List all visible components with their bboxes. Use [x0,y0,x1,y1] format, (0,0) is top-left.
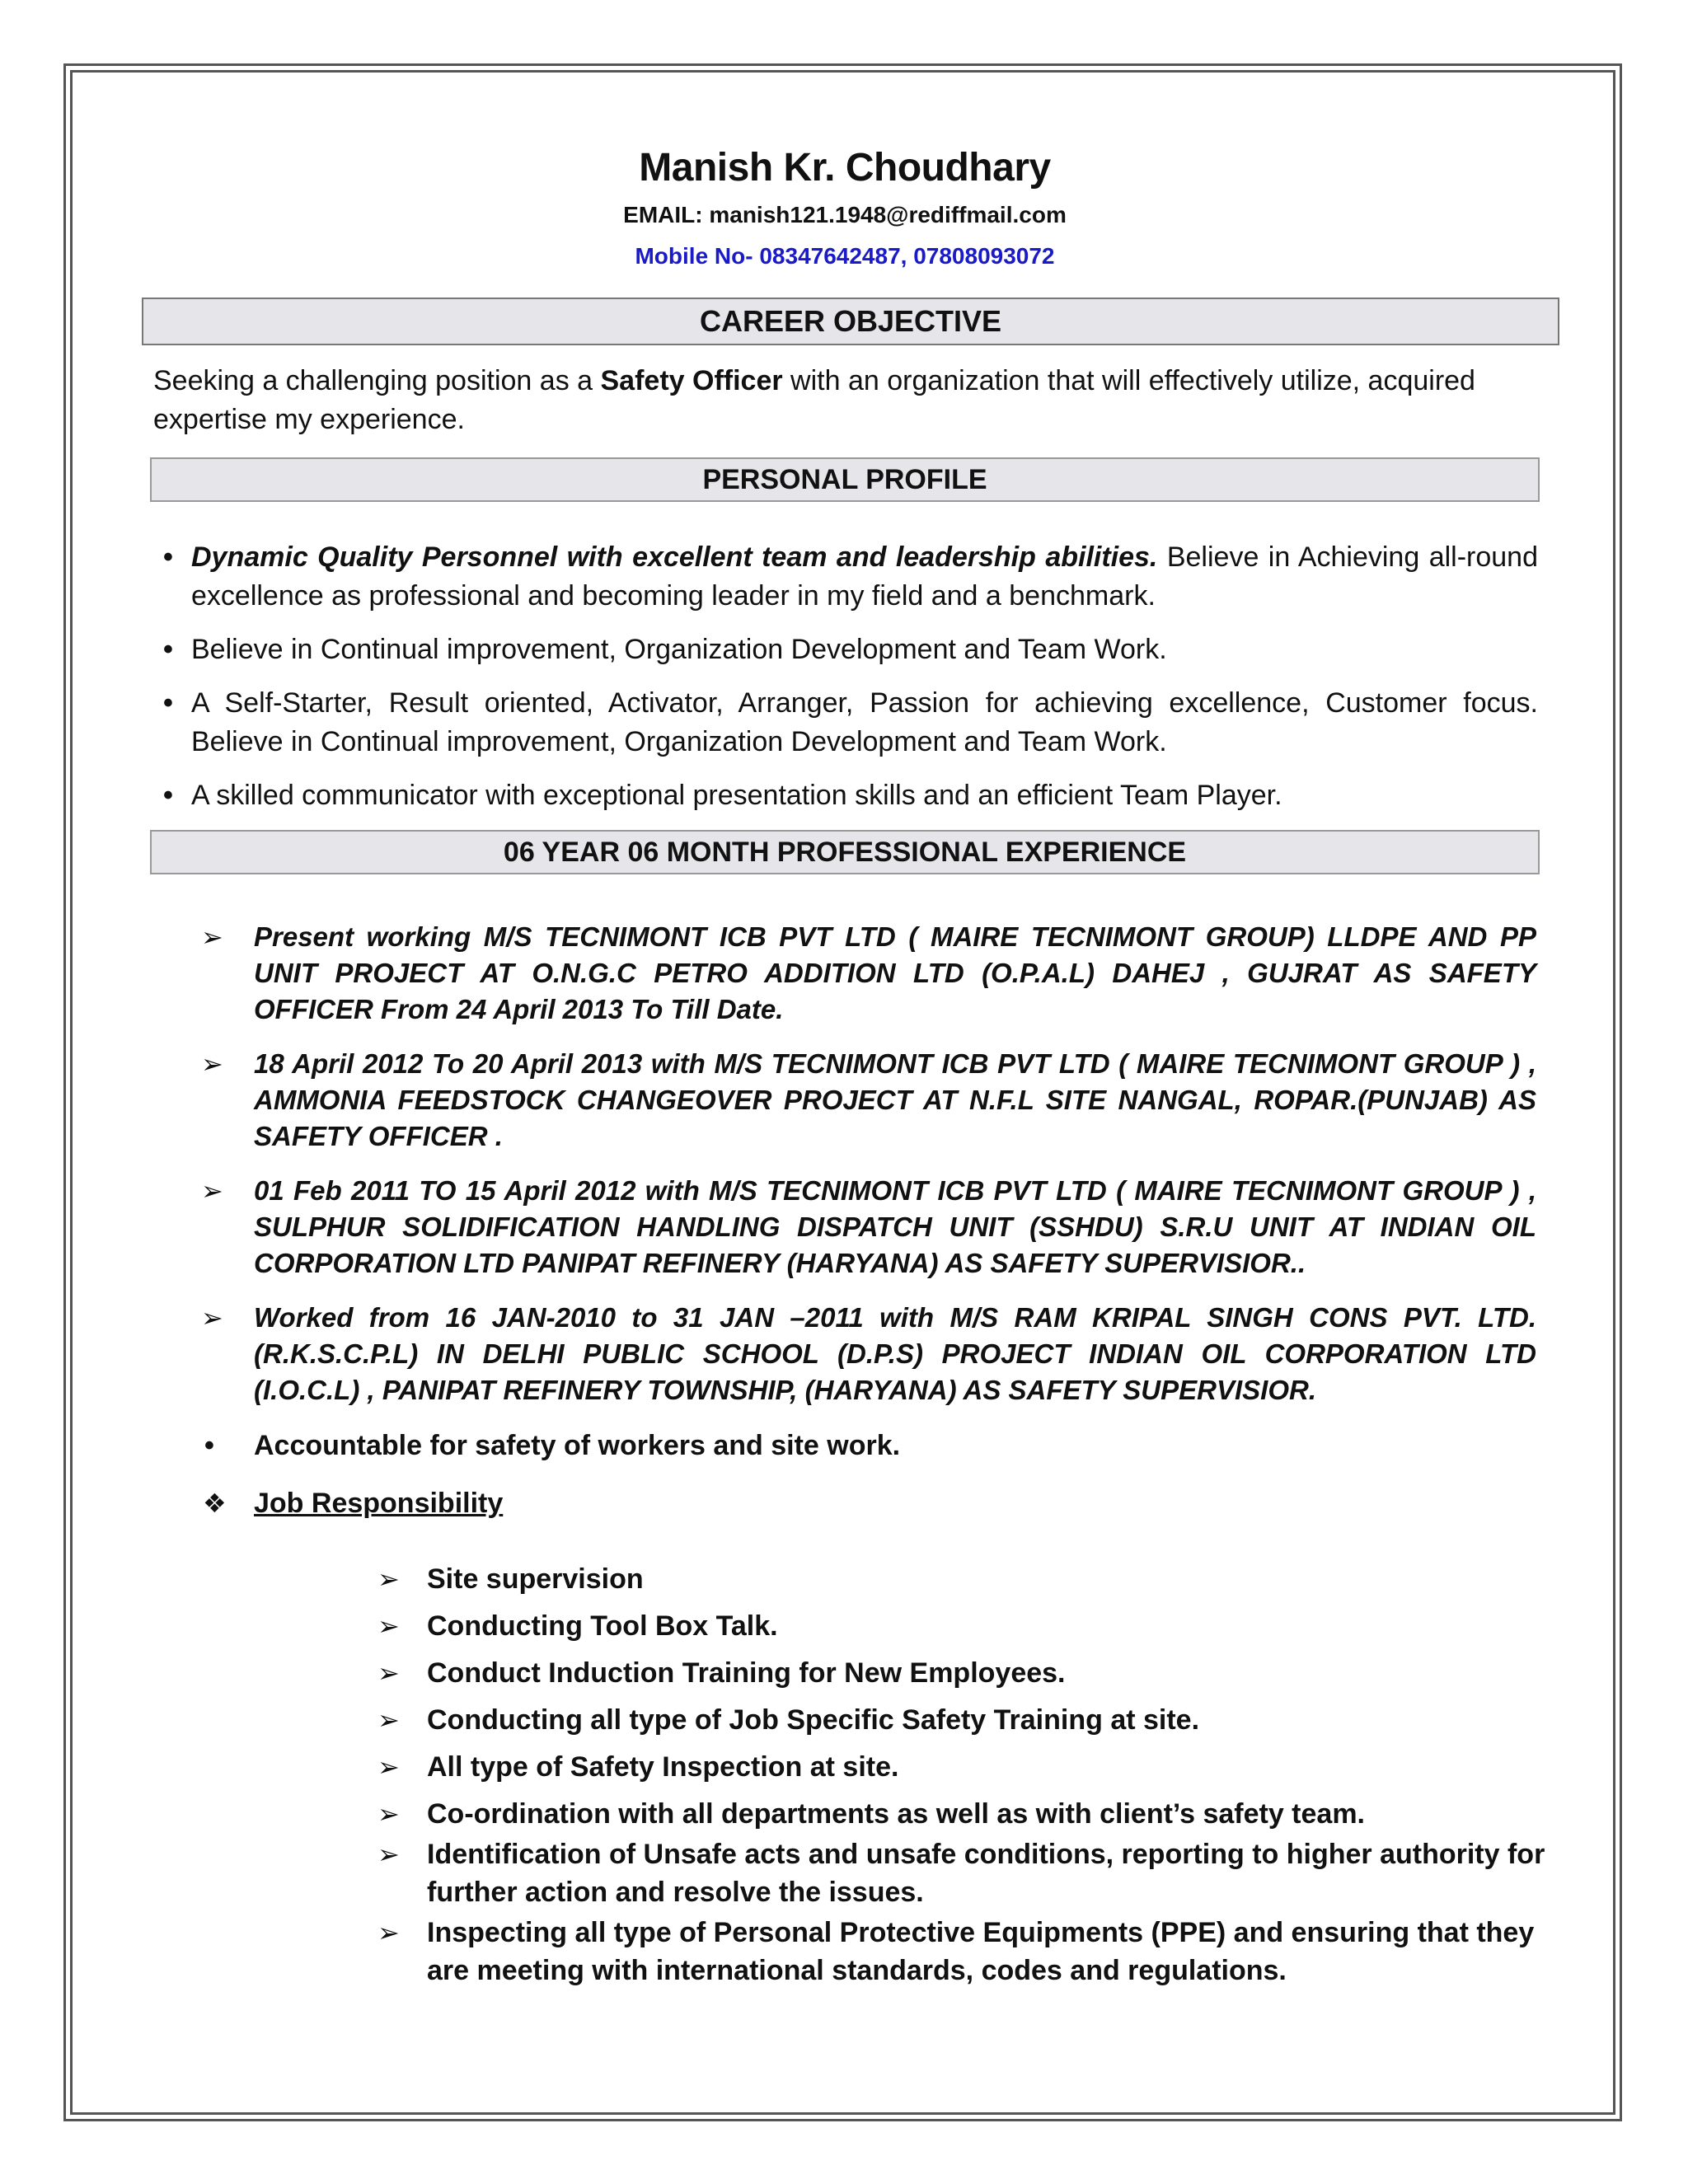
arrow-bullet-icon: ➢ [377,1705,400,1735]
list-item [140,538,1538,616]
list-item [140,1300,1536,1408]
bullet-icon: • [163,780,173,811]
accountable-text: Accountable for safety of workers and site work. [254,1430,901,1461]
objective-text-after: with an organization that will effectively utilize, acquired expertise my experience. [153,365,1475,435]
personal-profile-list [140,538,1550,815]
list-item [140,1173,1536,1282]
arrow-bullet-icon: ➢ [377,1564,400,1594]
objective-text-bold: Safety Officer [600,365,783,396]
profile-highlight: Dynamic Quality Personnel with excellent team and leadership abilities. [191,541,1158,573]
list-item [140,1795,1556,1833]
responsibility-text: Site supervision [427,1563,644,1595]
arrow-bullet-icon: ➢ [201,1049,223,1079]
list-item [140,1701,1556,1739]
arrow-bullet-icon: ➢ [201,1176,223,1206]
list-item [140,1046,1536,1155]
arrow-bullet-icon: ➢ [201,1303,223,1333]
diamond-bullet-icon: ❖ [203,1488,227,1518]
list-item [140,919,1536,1028]
bullet-icon: • [163,541,173,573]
personal-profile-heading: PERSONAL PROFILE [150,457,1540,502]
experience-text: Worked from 16 JAN-2010 to 31 JAN –2011 with M/S RAM KRIPAL SINGH CONS PVT. LTD. (R.K.S.C.P.L) IN DELHI PUBLIC SCHOOL (D.P.S) PROJECT INDIAN OIL CORPORATION LTD (I.O.C.L) , PANIPAT REFINERY TOWNSHIP, (HARYANA) AS SAFETY SUPERVISIOR. [254,1302,1536,1405]
profile-text: A skilled communicator with exceptional presentation skills and an efficient Team Player. [191,780,1282,811]
arrow-bullet-icon: ➢ [377,1658,400,1688]
responsibility-text: Inspecting all type of Personal Protective Equipments (PPE) and ensuring that they are meeting with international standards, codes and regulations. [427,1917,1535,1986]
mobile-line: Mobile No- 08347642487, 07808093072 [635,243,1055,269]
arrow-bullet-icon: ➢ [377,1840,400,1869]
arrow-bullet-icon: ➢ [377,1611,400,1641]
arrow-bullet-icon: ➢ [201,922,223,952]
profile-text: A Self-Starter, Result oriented, Activator, Arranger, Passion for achieving excellence, Customer focus. Believe in Continual improvement, Organization Development and Team Work. [191,687,1538,757]
career-objective-heading: CAREER OBJECTIVE [142,298,1559,345]
list-item [140,776,1538,815]
job-responsibility-title: Job Responsibility [254,1488,504,1519]
experience-list [140,919,1550,1408]
career-objective-text [153,362,1538,439]
experience-heading: 06 YEAR 06 MONTH PROFESSIONAL EXPERIENCE [150,830,1540,874]
list-item [140,1748,1556,1786]
arrow-bullet-icon: ➢ [377,1799,400,1829]
responsibility-text: Conducting all type of Job Specific Safety Training at site. [427,1704,1200,1736]
bullet-icon: • [163,634,173,665]
responsibility-list [140,1560,1550,1990]
accountable-line [140,1427,1550,1465]
job-responsibility-heading [140,1484,1550,1522]
experience-text: Present working M/S TECNIMONT ICB PVT LTD ( MAIRE TECNIMONT GROUP) LLDPE AND PP UNIT PROJECT AT O.N.G.C PETRO ADDITION LTD (O.P.A.L) DAHEJ , GUJRAT AS SAFETY OFFICER From 24 April 2013 To Till Date. [254,921,1536,1024]
list-item [140,630,1538,669]
objective-text-before: Seeking a challenging position as a [153,365,601,396]
list-item [140,1560,1556,1598]
email-line: EMAIL: manish121.1948@rediffmail.com [623,202,1067,227]
list-item [140,1835,1556,1911]
arrow-bullet-icon: ➢ [377,1918,400,1947]
arrow-bullet-icon: ➢ [377,1752,400,1782]
list-item [140,1654,1556,1692]
responsibility-text: Identification of Unsafe acts and unsafe conditions, reporting to higher authority for further action and resolve the issues. [427,1839,1545,1908]
list-item [140,684,1538,762]
experience-text: 01 Feb 2011 TO 15 April 2012 with M/S TECNIMONT ICB PVT LTD ( MAIRE TECNIMONT GROUP ) , SULPHUR SOLIDIFICATION HANDLING DISPATCH UNIT (SSHDU) S.R.U UNIT AT INDIAN OIL CORPORATION LTD PANIPAT REFINERY (HARYANA) AS SAFETY SUPERVISIOR.. [254,1175,1536,1278]
responsibility-text: Co-ordination with all departments as well as with client’s safety team. [427,1798,1366,1830]
list-item [140,1607,1556,1645]
responsibility-text: All type of Safety Inspection at site. [427,1751,899,1783]
bullet-icon: • [204,1430,214,1461]
experience-text: 18 April 2012 To 20 April 2013 with M/S TECNIMONT ICB PVT LTD ( MAIRE TECNIMONT GROUP ) , AMMONIA FEEDSTOCK CHANGEOVER PROJECT AT N.F.L SITE NANGAL, ROPAR.(PUNJAB) AS SAFETY OFFICER . [254,1048,1536,1151]
responsibility-text: Conduct Induction Training for New Employees. [427,1657,1066,1689]
list-item [140,1914,1556,1990]
resume-content [140,124,1550,1992]
profile-text: Believe in Achieving all-round excellence as professional and becoming leader in my field and a benchmark. [191,541,1538,612]
responsibility-text: Conducting Tool Box Talk. [427,1610,778,1642]
candidate-name: Manish Kr. Choudhary [639,146,1051,190]
bullet-icon: • [163,687,173,719]
profile-text: Believe in Continual improvement, Organization Development and Team Work. [191,634,1167,665]
